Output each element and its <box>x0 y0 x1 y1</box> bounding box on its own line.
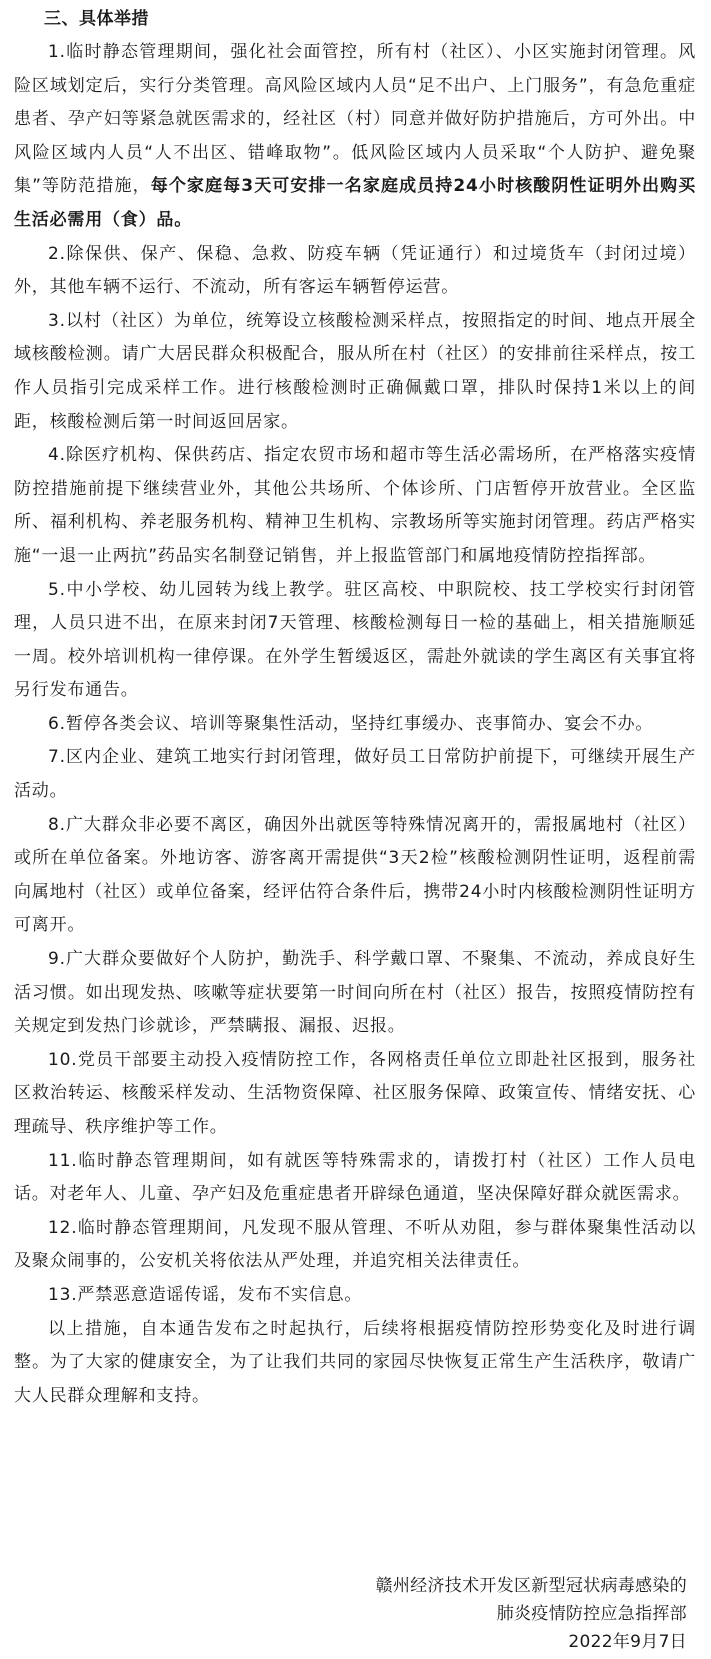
measure-paragraph-5: 5.中小学校、幼儿园转为线上教学。驻区高校、中职院校、技工学校实行封闭管理，人员只进不出，在原来封闭7天管理、核酸检测每日一检的基础上，相关措施顺延一周。校外培训机构一律停课。在外学生暂缓返区，需赴外就读的学生离区有关事宜将另行发布通告。 <box>14 579 696 701</box>
notice-body <box>14 2 696 1413</box>
measure-paragraph-12: 12.临时静态管理期间，凡发现不服从管理、不听从劝阻，参与群体聚集性活动以及聚众闹事的，公安机关将依法从严处理，并追究相关法律责任。 <box>14 1217 696 1272</box>
measure-paragraph-10: 10.党员干部要主动投入疫情防控工作，各网格责任单位立即赴社区报到，服务社区救治转运、核酸采样发动、生活物资保障、社区服务保障、政策宣传、情绪安抚、心理疏导、秩序维护等工作。 <box>14 1049 696 1137</box>
measure-paragraph-6: 6.暂停各类会议、培训等聚集性活动，坚持红事缓办、丧事简办、宴会不办。 <box>48 713 654 734</box>
measure-paragraph-13: 13.严禁恶意造谣传谣，发布不实信息。 <box>48 1284 363 1305</box>
signature-date: 2022年9月7日 <box>568 1632 687 1652</box>
signature-block <box>187 1572 687 1656</box>
section-heading: 三、具体举措 <box>44 9 149 29</box>
measure-paragraph-9: 9.广大群众要做好个人防护，勤洗手、科学戴口罩、不聚集、不流动，养成良好生活习惯。如出现发热、咳嗽等症状要第一时间向所在村（社区）报告，按照疫情防控有关规定到发热门诊就诊，严禁瞒报、漏报、迟报。 <box>14 949 696 1037</box>
measure-paragraph-8: 8.广大群众非必要不离区，确因外出就医等特殊情况离开的，需报属地村（社区）或所在单位备案。外地访客、游客离开需提供“3天2检”核酸检测阴性证明，返程前需向属地村（社区）或单位备案，经评估符合条件后，携带24小时内核酸检测阴性证明方可离开。 <box>14 814 696 936</box>
paragraph-text: 1.临时静态管理期间，强化社会面管控，所有村（社区）、小区实施封闭管理。风险区域划定后，实行分类管理。高风险区域内人员“足不出户、上门服务”，有急危重症患者、孕产妇等紧急就医需求的，经社区（村）同意并做好防护措施后，方可外出。中风险区域内人员“人不出区、错峰取物”。低风险区域内人员采取“个人防护、避免聚集”等防范措施， <box>14 42 696 197</box>
measure-paragraph-4: 4.除医疗机构、保供药店、指定农贸市场和超市等生活必需场所，在严格落实疫情防控措施前提下继续营业外，其他公共场所、个体诊所、门店暂停开放营业。全区监所、福利机构、养老服务机构、精神卫生机构、宗教场所等实施封闭管理。药店严格实施“一退一止两抗”药品实名制登记销售，并上报监管部门和属地疫情防控指挥部。 <box>14 445 696 566</box>
paragraph-bold-text: 每个家庭每3天可安排一名家庭成员持24小时核酸阴性证明外出购买生活必需用（食）品。 <box>14 176 696 230</box>
closing-paragraph: 以上措施，自本通告发布之时起执行，后续将根据疫情防控形势变化及时进行调整。为了大家的健康安全，为了让我们共同的家园尽快恢复正常生产生活秩序，敬请广大人民群众理解和支持。 <box>14 1318 696 1406</box>
measure-paragraph-7: 7.区内企业、建筑工地实行封闭管理，做好员工日常防护前提下，可继续开展生产活动。 <box>14 747 696 802</box>
measure-paragraph-2: 2.除保供、保产、保稳、急救、防疫车辆（凭证通行）和过境货车（封闭过境）外，其他车辆不运行、不流动，所有客运车辆暂停运营。 <box>14 243 696 298</box>
measure-paragraph-11: 11.临时静态管理期间，如有就医等特殊需求的，请拨打村（社区）工作人员电话。对老年人、儿童、孕产妇及危重症患者开辟绿色通道，坚决保障好群众就医需求。 <box>14 1150 696 1205</box>
measure-paragraph-1 <box>14 36 696 238</box>
signature-org-line-2: 肺炎疫情防控应急指挥部 <box>496 1604 687 1624</box>
measure-paragraph-3: 3.以村（社区）为单位，统筹设立核酸检测采样点，按照指定的时间、地点开展全域核酸检测。请广大居民群众积极配合，服从所在村（社区）的安排前往采样点，按工作人员指引完成采样工作。进行核酸检测时正确佩戴口罩，排队时保持1米以上的间距，核酸检测后第一时间返回居家。 <box>14 310 696 432</box>
signature-org-line-1: 赣州经济技术开发区新型冠状病毒感染的 <box>375 1576 687 1596</box>
